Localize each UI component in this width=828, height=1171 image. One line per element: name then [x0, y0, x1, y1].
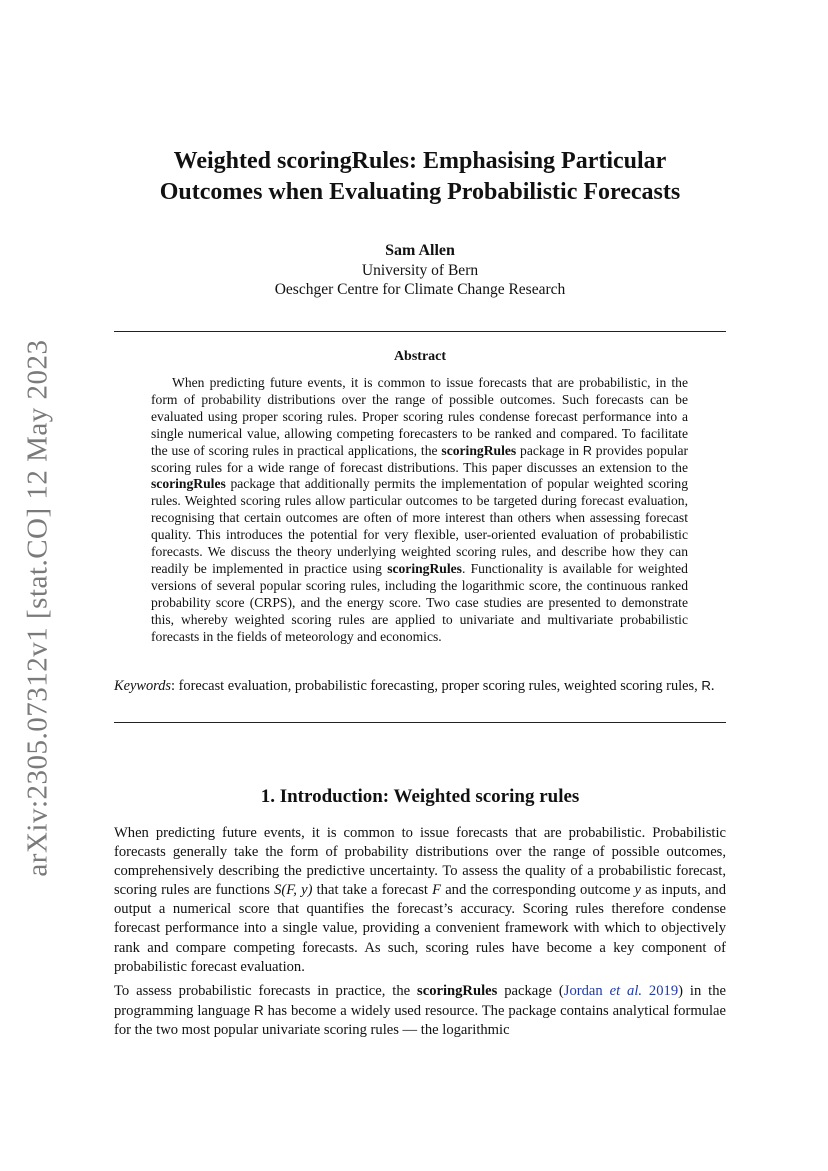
keywords-end: . — [710, 678, 715, 694]
abstract-text-2: package in — [516, 442, 583, 458]
author-block — [100, 241, 740, 300]
paper-title-line-2: Outcomes when Evaluating Probabilistic Forecasts — [159, 179, 681, 205]
package-name-scoringrules: scoringRules — [151, 476, 226, 492]
abstract-top-rule — [114, 331, 726, 332]
citation-link-jordan-2019[interactable]: Jordan et al. 2019 — [563, 983, 679, 999]
paragraph-text: When predicting future events, it is common to issue forecasts that are probabilistic. Probabilistic forecasts generally take the form of probability distributions over the range of possible outcomes, comprehensively describing the predictive uncertainty. To assess the quality of a probabilistic forecast, scoring rules are functions — [114, 825, 726, 899]
abstract-text-4: package that additionally permits the implementation of popular weighted scoring rules. Weighted scoring rules allow particular outcomes to be targeted during forecast evaluation, recognising that certain outcomes are often of more interest than others when assessing forecast quality. This introduces the potential for very flexible, user-oriented evaluation of probabilistic forecasts. We discuss the theory underlying weighted scoring rules, and describe how they can readily be implemented in practice using — [151, 476, 688, 576]
package-name-scoringrules: scoringRules — [387, 560, 462, 576]
abstract-body — [151, 375, 688, 646]
package-name-scoringrules: scoringRules — [441, 442, 517, 458]
abstract-bottom-rule — [114, 722, 726, 723]
author-affiliation-centre: Oeschger Centre for Climate Change Research — [274, 281, 566, 298]
language-name-r: R — [582, 443, 592, 458]
keywords-text: : forecast evaluation, probabilistic forecasting, proper scoring rules, weighted scoring rules, — [171, 678, 702, 694]
author-name: Sam Allen — [385, 242, 455, 259]
paragraph-text: To assess probabilistic forecasts in practice, the — [114, 983, 418, 999]
abstract-text-5: . Functionality is available for weighted versions of several popular scoring rules, including the logarithmic score, the continuous ranked probability score (CRPS), and the energy score. Two case studies are presented to demonstrate this, whereby weighted scoring rules are applied to univariate and multivariate probabilistic forecasts in the fields of meteorology and economics. — [151, 560, 688, 644]
author-affiliation-university: University of Bern — [361, 261, 479, 279]
paper-title-line-1: Weighted scoringRules: Emphasising Particular — [173, 148, 667, 174]
math-outcome-symbol: y — [634, 882, 641, 899]
paragraph-text: and the corresponding outcome — [441, 882, 635, 899]
package-name-scoringrules: scoringRules — [417, 983, 498, 999]
math-forecast-symbol: F — [432, 882, 442, 899]
paper-title — [100, 146, 740, 208]
section-heading-introduction: 1. Introduction: Weighted scoring rules — [260, 786, 580, 807]
abstract-text-3: provides popular scoring rules for a wide range of forecast distributions. This paper discusses an extension to the — [151, 442, 689, 475]
abstract-text-1: When predicting future events, it is common to issue forecasts that are probabilistic, in the form of probability distributions over the range of possible outcomes. Such forecasts can be evaluated using proper scoring rules. Proper scoring rules condense forecast performance into a single numerical value, allowing competing forecasters to be ranked and compared. To facilitate the use of scoring rules in practical applications, the — [151, 375, 688, 458]
keywords-line — [114, 677, 726, 695]
paragraph-text: that take a forecast — [312, 882, 433, 899]
intro-paragraph-1 — [114, 824, 726, 977]
arxiv-identifier-stamp — [8, 339, 68, 877]
paragraph-text: as inputs, and output a numerical score that quantifies the forecast’s accuracy. Scoring rules therefore condense forecast performance into a single value, providing a convenient framework with which to objectively rank and compare competing forecasts. As such, scoring rules have become a key component of probabilistic forecast evaluation. — [114, 882, 726, 975]
language-name-r: R — [253, 1003, 264, 1019]
paragraph-text: ) in the programming language — [114, 983, 726, 1020]
math-score-function: S(F, y) — [274, 882, 313, 899]
keywords-label: Keywords — [114, 678, 172, 694]
arxiv-identifier-text: arXiv:2305.07312v1 [stat.CO] 12 May 2023 — [21, 339, 54, 877]
intro-paragraph-2 — [114, 982, 726, 1040]
paragraph-text: package ( — [497, 983, 564, 999]
paragraph-text: has become a widely used resource. The package contains analytical formulae for the two most popular univariate scoring rules — the logarithmic — [114, 1003, 726, 1039]
abstract-heading: Abstract — [393, 349, 447, 364]
language-name-r: R — [701, 678, 711, 693]
